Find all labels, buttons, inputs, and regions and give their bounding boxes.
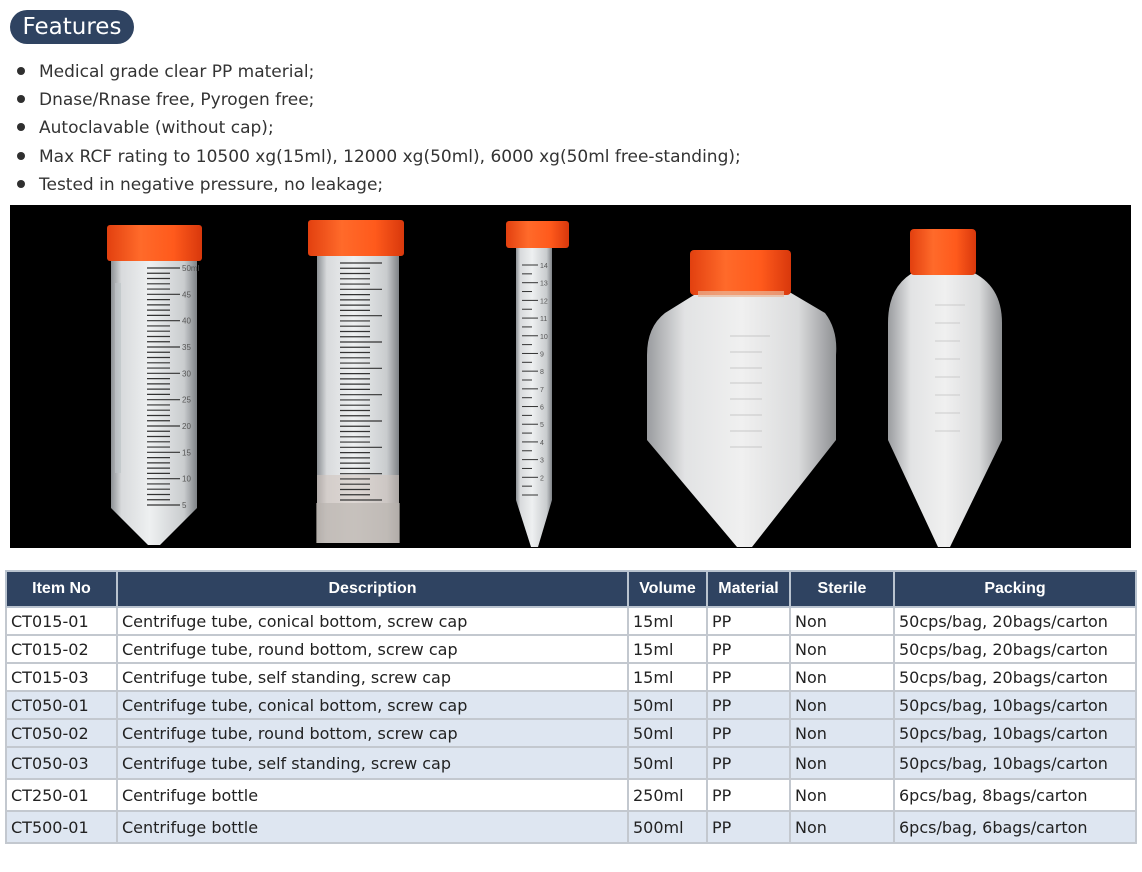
bottle-500ml (647, 250, 836, 547)
header-sterile: Sterile (790, 571, 894, 607)
graduation-label: 5 (540, 422, 544, 430)
product-photo (10, 205, 1131, 548)
cell-volume: 50ml (628, 691, 707, 719)
cell-sterile: Non (790, 779, 894, 811)
cell-sterile: Non (790, 635, 894, 663)
cell-item-no: CT050-03 (6, 747, 117, 779)
cell-material: PP (707, 747, 790, 779)
graduation-label: 5 (182, 501, 187, 510)
graduation-label: 14 (540, 263, 548, 270)
header-packing: Packing (894, 571, 1136, 607)
cell-packing: 6pcs/bag, 6bags/carton (894, 811, 1136, 843)
cell-volume: 250ml (628, 779, 707, 811)
graduation-label: 50ml (182, 264, 200, 273)
cell-packing: 6pcs/bag, 8bags/carton (894, 779, 1136, 811)
table-row (6, 719, 1136, 747)
cell-description: Centrifuge tube, conical bottom, screw cap (117, 607, 628, 635)
product-table (5, 570, 1137, 844)
cell-description: Centrifuge tube, round bottom, screw cap (117, 635, 628, 663)
cell-volume: 50ml (628, 719, 707, 747)
cell-item-no: CT500-01 (6, 811, 117, 843)
graduation-label: 13 (540, 280, 548, 288)
feature-item: Max RCF rating to 10500 xg(15ml), 12000 xg(50ml), 6000 xg(50ml free-standing); (14, 143, 741, 171)
cell-volume: 15ml (628, 607, 707, 635)
graduation-label: 11 (540, 316, 548, 324)
cell-packing: 50pcs/bag, 10bags/carton (894, 747, 1136, 779)
cell-item-no: CT015-02 (6, 635, 117, 663)
graduation-label: 8 (540, 369, 544, 377)
header-volume: Volume (628, 571, 707, 607)
cell-sterile: Non (790, 747, 894, 779)
cell-item-no: CT250-01 (6, 779, 117, 811)
cell-description: Centrifuge tube, round bottom, screw cap (117, 719, 628, 747)
features-badge: Features (10, 10, 134, 44)
graduation-label: 45 (182, 290, 191, 300)
cell-volume: 15ml (628, 663, 707, 691)
cell-volume: 500ml (628, 811, 707, 843)
graduation-label: 10 (182, 474, 191, 484)
graduation-label: 15 (182, 448, 191, 458)
graduation-label: 25 (182, 395, 191, 405)
cell-packing: 50pcs/bag, 10bags/carton (894, 691, 1136, 719)
cell-material: PP (707, 663, 790, 691)
cell-item-no: CT015-01 (6, 607, 117, 635)
feature-item: Tested in negative pressure, no leakage; (14, 171, 741, 199)
cell-volume: 15ml (628, 635, 707, 663)
header-description: Description (117, 571, 628, 607)
cell-description: Centrifuge bottle (117, 779, 628, 811)
cell-item-no: CT015-03 (6, 663, 117, 691)
graduation-label: 4 (540, 439, 544, 447)
cell-material: PP (707, 811, 790, 843)
cell-item-no: CT050-01 (6, 691, 117, 719)
graduation-label: 40 (182, 316, 191, 326)
table-row (6, 779, 1136, 811)
graduation-label: 6 (540, 404, 544, 412)
graduation-label: 9 (540, 351, 544, 359)
cell-sterile: Non (790, 719, 894, 747)
cell-item-no: CT050-02 (6, 719, 117, 747)
cell-packing: 50cps/bag, 20bags/carton (894, 635, 1136, 663)
table-row (6, 607, 1136, 635)
cell-description: Centrifuge bottle (117, 811, 628, 843)
cell-description: Centrifuge tube, self standing, screw cap (117, 663, 628, 691)
table-header-row (6, 571, 1136, 607)
graduation-label: 2 (540, 475, 544, 483)
tube-50ml-conical (107, 225, 202, 545)
cell-description: Centrifuge tube, conical bottom, screw cap (117, 691, 628, 719)
cell-packing: 50pcs/bag, 10bags/carton (894, 719, 1136, 747)
cell-sterile: Non (790, 607, 894, 635)
cell-volume: 50ml (628, 747, 707, 779)
table-row (6, 811, 1136, 843)
feature-item: Autoclavable (without cap); (14, 114, 741, 142)
cell-packing: 50cps/bag, 20bags/carton (894, 607, 1136, 635)
cell-material: PP (707, 691, 790, 719)
graduation-label: 3 (540, 457, 544, 465)
graduation-label: 20 (182, 422, 191, 431)
graduation-label: 7 (540, 386, 544, 394)
cell-packing: 50cps/bag, 20bags/carton (894, 663, 1136, 691)
graduation-label: 30 (182, 369, 191, 379)
cell-sterile: Non (790, 691, 894, 719)
header-material: Material (707, 571, 790, 607)
cell-material: PP (707, 719, 790, 747)
cell-material: PP (707, 779, 790, 811)
tube-15ml-conical (506, 221, 569, 547)
cell-sterile: Non (790, 811, 894, 843)
cell-material: PP (707, 635, 790, 663)
table-row (6, 635, 1136, 663)
cell-material: PP (707, 607, 790, 635)
table-row (6, 663, 1136, 691)
table-row (6, 747, 1136, 779)
header-item-no: Item No (6, 571, 117, 607)
feature-item: Dnase/Rnase free, Pyrogen free; (14, 86, 741, 114)
tube-50ml-self-standing (308, 220, 404, 543)
table-row (6, 691, 1136, 719)
cell-sterile: Non (790, 663, 894, 691)
features-list (14, 58, 741, 199)
graduation-label: 10 (540, 333, 548, 341)
cell-description: Centrifuge tube, self standing, screw cap (117, 747, 628, 779)
graduation-label: 12 (540, 298, 548, 306)
feature-item: Medical grade clear PP material; (14, 58, 741, 86)
bottle-250ml (888, 229, 1002, 547)
graduation-label: 35 (182, 343, 191, 352)
